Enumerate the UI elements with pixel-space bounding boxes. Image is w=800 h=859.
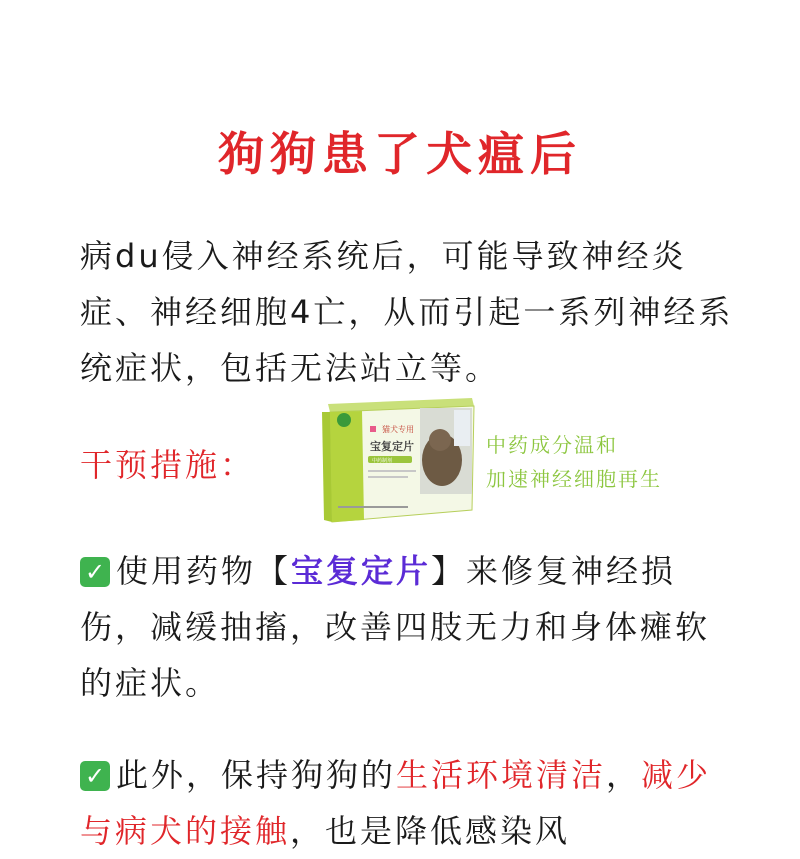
box-text-line bbox=[368, 470, 416, 472]
point2-mid: ， bbox=[606, 756, 642, 794]
cat-head bbox=[429, 429, 451, 451]
intro-paragraph: 病du侵入神经系统后，可能导致神经炎症、神经细胞4亡，从而引起一系列神经系统症状，包括无法站立等。 bbox=[80, 237, 734, 387]
page-title: 狗狗患了犬瘟后 bbox=[218, 127, 582, 181]
side-note-line2: 加速神经细胞再生 bbox=[486, 467, 662, 491]
measures-label: 干预措施： bbox=[80, 446, 256, 484]
box-text-line bbox=[368, 476, 408, 478]
box-bottom-text bbox=[338, 506, 408, 508]
brand-logo bbox=[337, 413, 351, 427]
side-note bbox=[486, 428, 662, 496]
point2-highlight-env: 生活环境清洁 bbox=[396, 756, 607, 794]
product-name-on-box: 宝复定片 bbox=[370, 440, 414, 453]
check-mark-icon: ✓ bbox=[80, 557, 110, 587]
side-note-line1: 中药成分温和 bbox=[486, 433, 618, 457]
box-left-band bbox=[330, 411, 364, 522]
product-box-image bbox=[322, 398, 478, 524]
check-mark-icon: ✓ bbox=[80, 761, 110, 791]
point2-paragraph bbox=[80, 747, 740, 859]
point1-before: 使用药物【 bbox=[116, 552, 292, 590]
vet-coat bbox=[454, 410, 470, 446]
point2-highlight-contact: 减少与病犬的接触 bbox=[80, 756, 712, 850]
brand-tag: 猫犬专用 bbox=[382, 425, 414, 434]
flower-mark bbox=[370, 426, 376, 432]
point2-before: 此外，保持狗狗的 bbox=[116, 756, 397, 794]
point1-after: 】来修复神经损伤，减缓抽搐，改善四肢无力和身体瘫软的症状。 bbox=[80, 552, 711, 702]
box-badge: 中药制剂 bbox=[372, 458, 393, 464]
point1-paragraph bbox=[80, 543, 740, 711]
point2-after: ，也是降低感染风 bbox=[290, 812, 571, 850]
point1-product: 宝复定片 bbox=[291, 552, 432, 590]
